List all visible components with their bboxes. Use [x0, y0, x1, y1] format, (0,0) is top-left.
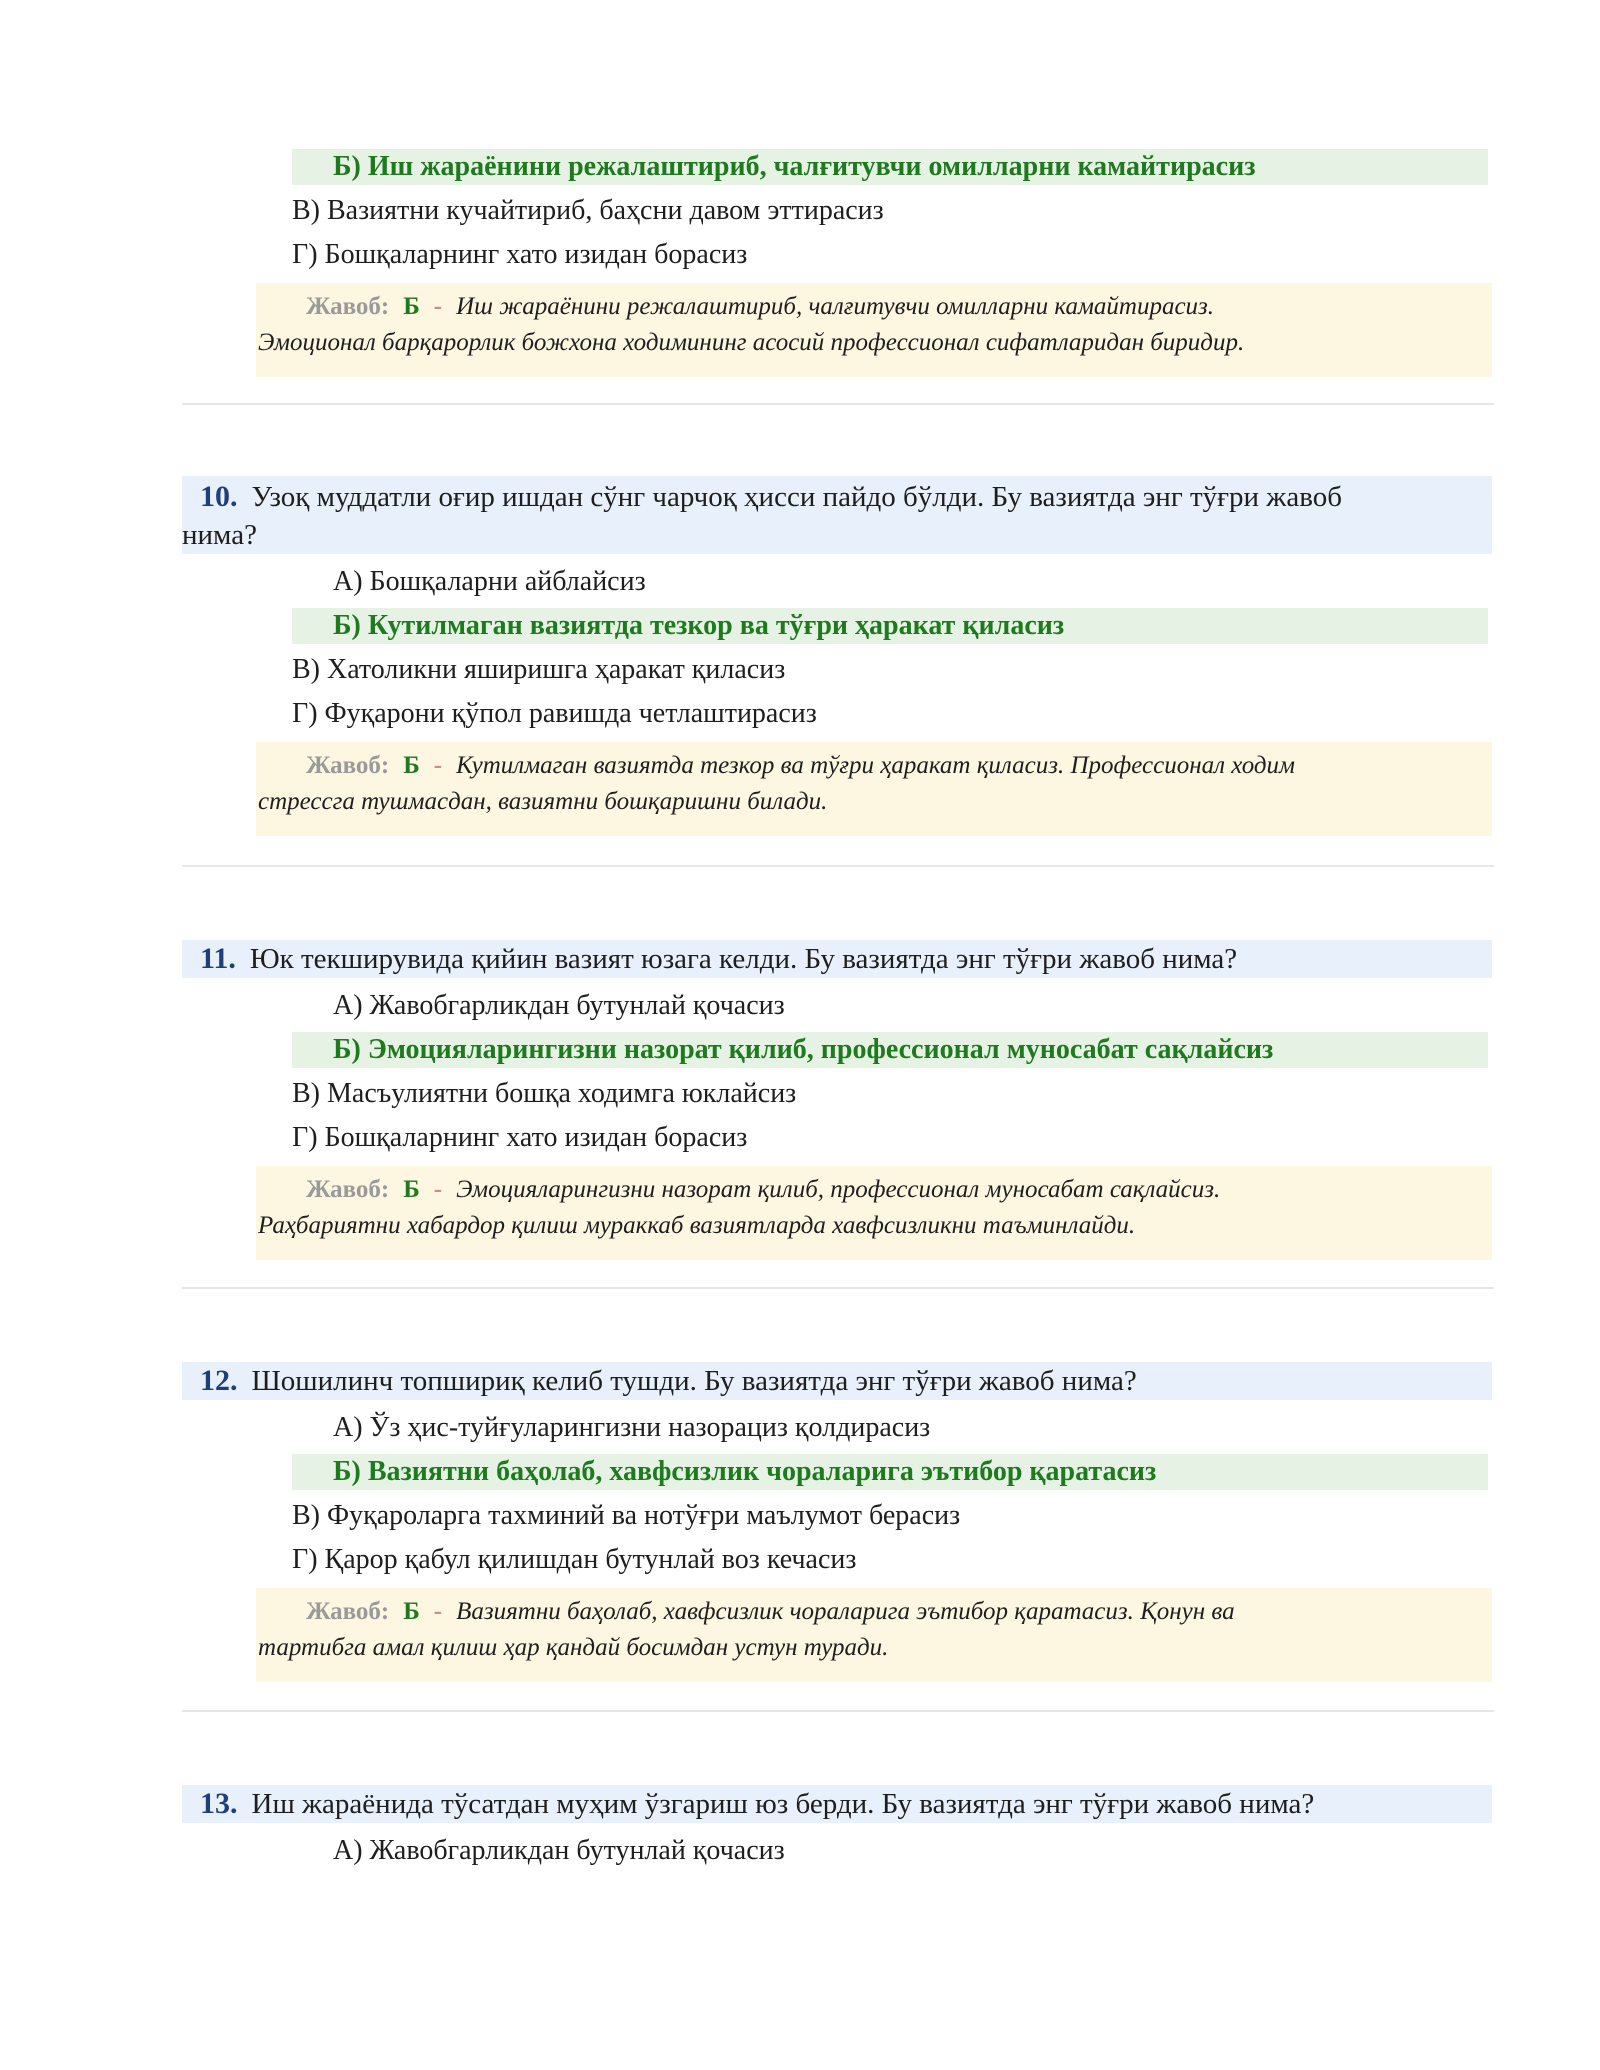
question-text-continued: нима? — [182, 519, 257, 551]
question-heading — [182, 476, 1492, 554]
divider — [182, 1287, 1494, 1289]
option: А) Бошқаларни айблайсиз — [333, 566, 646, 597]
answer-explanation: тартибга амал қилиш ҳар қандай босимдан устун туради. — [258, 1634, 889, 1661]
option: В) Хатоликни яширишга ҳаракат қиласиз — [292, 654, 786, 685]
answer-explanation: Эмоционал барқарорлик божхона ходимининг асосий профессионал сифатларидан биридир. — [258, 329, 1245, 356]
answer-dash: - — [433, 752, 443, 779]
question-heading — [182, 1362, 1492, 1400]
answer-box — [256, 1166, 1492, 1260]
question-number: 10. — [200, 480, 238, 513]
question-text: Шошилинч топшириқ келиб тушди. Бу вазиятда энг тўғри жавоб нима? — [251, 1365, 1137, 1397]
question-number: 13. — [200, 1787, 238, 1820]
answer-key: Б — [403, 1598, 420, 1625]
answer-label: Жавоб: — [306, 752, 390, 779]
divider — [182, 865, 1494, 867]
option: А) Жавобгарликдан бутунлай қочасиз — [333, 990, 785, 1021]
answer-box — [256, 742, 1492, 836]
question-13 — [0, 1785, 1600, 1873]
question-number: 12. — [200, 1364, 238, 1397]
option: Г) Фуқарони қўпол равишда четлаштирасиз — [292, 698, 817, 729]
answer-text: Эмоцияларингизни назорат қилиб, профессионал муносабат сақлайсиз. — [456, 1176, 1221, 1203]
question-text: Узоқ муддатли оғир ишдан сўнг чарчоқ ҳисси пайдо бўлди. Бу вазиятда энг тўғри жавоб — [251, 481, 1342, 513]
answer-dash: - — [433, 1598, 443, 1625]
answer-key: Б — [403, 293, 420, 320]
answer-explanation: стрессга тушмасдан, вазиятни бошқаришни билади. — [258, 788, 828, 815]
option: В) Вазиятни кучайтириб, баҳсни давом эттирасиз — [292, 195, 884, 226]
question-heading — [182, 1785, 1492, 1823]
answer-text: Кутилмаган вазиятда тезкор ва тўғри ҳаракат қиласиз. Профессионал ходим — [456, 752, 1296, 779]
question-12 — [0, 1362, 1600, 1682]
option-correct: Б) Иш жараёнини режалаштириб, чалғитувчи омилларни камайтирасиз — [292, 149, 1488, 185]
question-9-continuation — [0, 145, 1600, 377]
answer-dash: - — [433, 1176, 443, 1203]
option-correct: Б) Вазиятни баҳолаб, хавфсизлик чораларига эътибор қаратасиз — [292, 1454, 1488, 1490]
answer-box — [256, 1588, 1492, 1682]
option: А) Ўз ҳис-туйғуларингизни назорациз қолдирасиз — [333, 1412, 931, 1443]
answer-key: Б — [403, 1176, 420, 1203]
option: В) Масъулиятни бошқа ходимга юклайсиз — [292, 1078, 797, 1109]
answer-label: Жавоб: — [306, 1598, 390, 1625]
divider — [182, 403, 1494, 405]
divider — [182, 1710, 1494, 1712]
question-11 — [0, 940, 1600, 1260]
answer-dash: - — [433, 293, 443, 320]
question-number: 11. — [200, 942, 236, 975]
answer-explanation: Раҳбариятни хабардор қилиш мураккаб вазиятларда хавфсизликни таъминлайди. — [258, 1212, 1136, 1239]
option-correct: Б) Эмоцияларингизни назорат қилиб, профессионал муносабат сақлайсиз — [292, 1032, 1488, 1068]
option: Г) Бошқаларнинг хато изидан борасиз — [292, 1122, 748, 1153]
answer-key: Б — [403, 752, 420, 779]
question-10 — [0, 476, 1600, 836]
question-text: Юк текширувида қийин вазият юзага келди. Бу вазиятда энг тўғри жавоб нима? — [249, 943, 1238, 975]
answer-label: Жавоб: — [306, 1176, 390, 1203]
option: А) Жавобгарликдан бутунлай қочасиз — [333, 1835, 785, 1866]
answer-box — [256, 283, 1492, 377]
option: Г) Қарор қабул қилишдан бутунлай воз кечасиз — [292, 1544, 857, 1575]
question-text: Иш жараёнида тўсатдан муҳим ўзгариш юз берди. Бу вазиятда энг тўғри жавоб нима? — [251, 1788, 1315, 1820]
answer-text: Иш жараёнини режалаштириб, чалғитувчи омилларни камайтирасиз. — [456, 293, 1215, 320]
option-correct: Б) Кутилмаган вазиятда тезкор ва тўғри ҳаракат қиласиз — [292, 608, 1488, 644]
option: Г) Бошқаларнинг хато изидан борасиз — [292, 239, 748, 270]
answer-text: Вазиятни баҳолаб, хавфсизлик чораларига эътибор қаратасиз. Қонун ва — [456, 1598, 1235, 1625]
question-heading — [182, 940, 1492, 978]
option: В) Фуқароларга тахминий ва нотўғри маълумот берасиз — [292, 1500, 961, 1531]
answer-label: Жавоб: — [306, 293, 390, 320]
